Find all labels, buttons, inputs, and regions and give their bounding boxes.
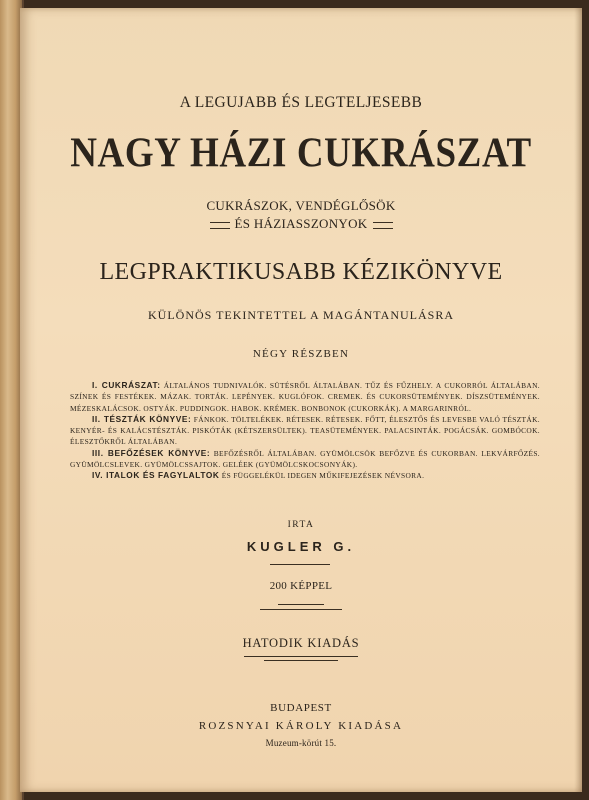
toc-part-4-heading: IV. ITALOK ÉS FAGYLALTOK [92,470,220,481]
handbook-line: LEGPRAKTIKUSABB KÉZIKÖNYVE [99,259,503,285]
parts-line: NÉGY RÉSZBEN [252,348,350,360]
imprint-city: BUDAPEST [270,702,332,714]
audience-line-2 [20,216,582,232]
imprint-address: Muzeum-körút 15. [265,738,337,748]
toc-part-4 [70,470,540,481]
edition-line: HATODIK KIADÁS [242,636,360,650]
toc-part-3 [70,448,540,471]
divider-rule [270,564,330,565]
double-rule-left [210,222,230,229]
toc-part-1-text: ÁLTALÁNOS TUDNIVALÓK. SÜTÉSRŐL ÁLTALÁBAN. TŰZ ÉS FŰZHELY. A CUKORRÓL ÁLTALÁBAN. SZÍNEK ÉS FESTÉKEK. MÁZAK. TORTÁK. LEPÉNYEK. KUGLÓFOK. CREMEK. ÉS CUKORSÜTEMÉNYEK. DÍSZSÜTEMÉNYEK. MÉZESKALÁCSOK. OSTYÁK. PUDDINGOK. HABOK. KRÉMEK. BONBONOK (CUKORKÁK). A MARGARINRÓL. [70,381,540,413]
toc-part-2-heading: II. TÉSZTÁK KÖNYVE: [92,413,192,424]
toc-part-3-text: BEFŐZÉSRŐL ÁLTALÁBAN. GYÜMÖLCSÖK BEFŐZVE ÉS CUKORBAN. LEKVÁRFŐZÉS. GYÜMÖLCSLEVEK. GYÜMÖLCSSAJTOK. GELÉEK (GYÜMÖLCSKOCSONYÁK). [70,448,541,470]
divider-rule [260,609,342,610]
title-page [20,8,582,792]
audience-line-2-text: ÉS HÁZIASSZONYOK [234,216,368,231]
illustrations-note: 200 KÉPPEL [269,580,333,592]
page-edge-shadow [574,8,582,792]
toc-part-1 [70,380,540,414]
toc-part-1-heading: I. CUKRÁSZAT: [92,380,161,390]
audience-line-1: CUKRÁSZOK, VENDÉGLŐSÖK [206,198,396,213]
divider-rule [264,660,338,661]
toc-part-2 [70,414,540,448]
divider-rule [244,656,358,657]
toc-part-3-heading: III. BEFŐZÉSEK KÖNYVE: [92,447,211,458]
toc-part-4-text: ÉS FÜGGELÉKÜL IDEGEN MŰKIFEJEZÉSEK NÉVSORA. [221,471,425,481]
double-rule-right [373,222,393,229]
table-of-contents [70,380,540,482]
author-label: IRTA [287,520,315,530]
author-name: KUGLER G. [246,539,356,554]
self-study-line: KÜLÖNÖS TEKINTETTEL A MAGÁNTANULÁSRA [147,308,455,322]
subtitle-top: A LEGUJABB ÉS LEGTELJESEBB [179,94,423,111]
divider-rule [278,604,324,605]
toc-part-2-text: FÁNKOK. TÖLTELÉKEK. RÉTESEK. RÉTESEK. FŐTT, ÉLESZTŐS ÉS LEVESBE VALÓ TÉSZTÁK. KENYÉR- ÉS KALÁCSTÉSZTÁK. PISKÓTÁK (KÉTSZERSÜLTEK). TEASÜTEMÉNYEK. PALACSINTÁK. POGÁCSÁK. GOMBÓCOK. ÉLESZTŐKRŐL ÁLTALÁBAN. [70,414,540,447]
book-title: NAGY HÁZI CUKRÁSZAT [70,129,532,178]
imprint-publisher: ROZSNYAI KÁROLY KIADÁSA [198,720,404,732]
